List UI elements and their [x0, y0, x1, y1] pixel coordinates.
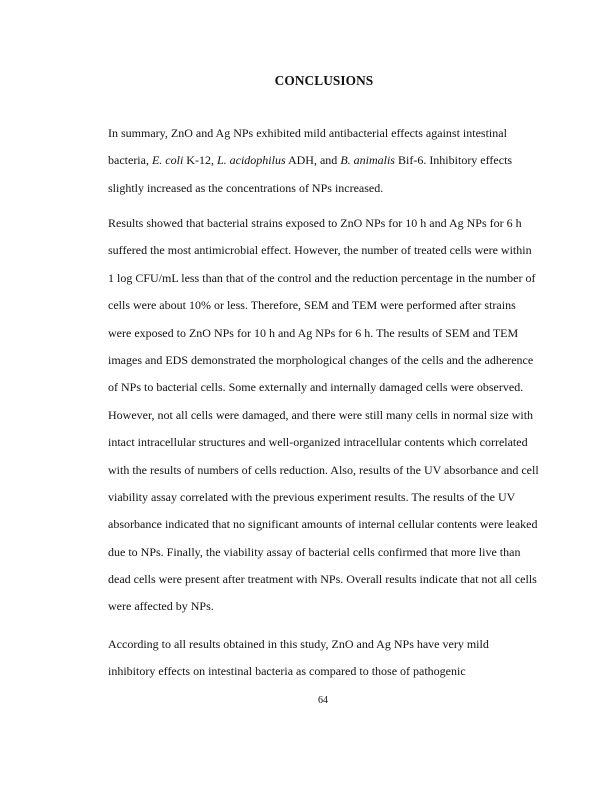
text-span: K-12, [183, 153, 217, 168]
species-name: L. acidophilus [216, 153, 286, 168]
text-line: with the results of numbers of cells reduction. Also, results of the UV absorbance and cell [108, 462, 539, 477]
page-title: CONCLUSIONS [274, 73, 374, 88]
text-line [108, 147, 528, 174]
text-span: bacteria, [108, 153, 152, 168]
page-number: 64 [318, 695, 328, 706]
text-line: due to NPs. Finally, the viability assay of bacterial cells confirmed that more live than [108, 544, 521, 559]
text-line: images and EDS demonstrated the morphological changes of the cells and the adherence [108, 352, 534, 367]
text-line: However, not all cells were damaged, and there were still many cells in normal size with [108, 407, 534, 422]
text-line: Results showed that bacterial strains exposed to ZnO NPs for 10 h and Ag NPs for 6 h [108, 216, 522, 230]
text-line: inhibitory effects on intestinal bacteria as compared to those of pathogenic [108, 664, 466, 679]
text-line: slightly increased as the concentrations of NPs increased. [108, 180, 384, 195]
text-line: were affected by NPs. [108, 599, 214, 614]
text-line: of NPs to bacterial cells. Some externally and internally damaged cells were observed. [108, 380, 524, 395]
text-line: intact intracellular structures and well-organized intracellular contents which correlated [108, 435, 528, 450]
species-name: B. animalis [340, 153, 395, 168]
text-line: 1 log CFU/mL less than that of the control and the reduction percentage in the number of [108, 270, 536, 285]
text-line: were exposed to ZnO NPs for 10 h and Ag NPs for 6 h. The results of SEM and TEM [108, 325, 519, 340]
text-line: suffered the most antimicrobial effect. However, the number of treated cells were within [108, 243, 532, 258]
species-name: E. coli [151, 153, 184, 168]
text-span: ADH, and [285, 153, 341, 168]
paragraph-results [108, 210, 539, 621]
text-line: In summary, ZnO and Ag NPs exhibited mild antibacterial effects against intestinal [108, 126, 507, 140]
text-line: cells were about 10% or less. Therefore, SEM and TEM were performed after strains [108, 298, 516, 313]
text-line: absorbance indicated that no significant amounts of internal cellular contents were leaked [108, 517, 538, 532]
paragraph-final [108, 631, 528, 686]
paragraph-summary [108, 120, 528, 202]
text-span: Bif-6. Inhibitory effects [394, 153, 513, 168]
text-line: According to all results obtained in this study, ZnO and Ag NPs have very mild [108, 637, 489, 651]
text-line: viability assay correlated with the previous experiment results. The results of the UV [108, 489, 516, 504]
text-line: dead cells were present after treatment with NPs. Overall results indicate that not all cells [108, 572, 537, 587]
